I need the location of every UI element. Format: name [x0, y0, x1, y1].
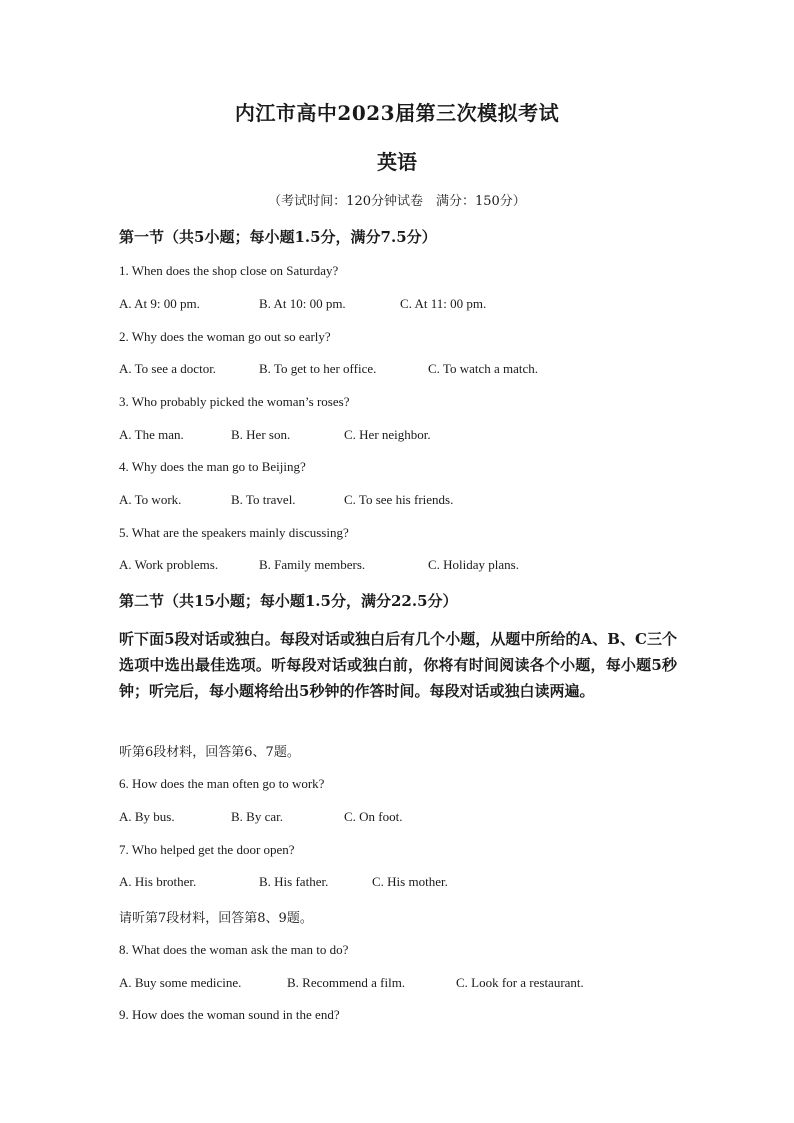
q1-option-a: A. At 9: 00 pm. [119, 296, 200, 311]
q7-option-b: B. His father. [259, 874, 329, 889]
question-3: 3. Who probably picked the woman’s roses? [119, 394, 350, 409]
exam-info: （考试时间：120分钟试卷 满分：150分） [268, 194, 526, 209]
question-5: 5. What are the speakers mainly discussing? [119, 525, 349, 540]
q5-option-a: A. Work problems. [119, 557, 219, 572]
q6-option-a: A. By bus. [119, 809, 175, 824]
q7-option-c: C. His mother. [372, 874, 448, 889]
question-6: 6. How does the man often go to work? [119, 776, 325, 791]
question-4: 4. Why does the man go to Beijing? [119, 459, 306, 474]
question-2: 2. Why does the woman go out so early? [119, 329, 331, 344]
q6-option-b: B. By car. [231, 809, 283, 824]
q8-option-a: A. Buy some medicine. [119, 975, 242, 990]
q5-option-b: B. Family members. [259, 557, 366, 572]
question-1: 1. When does the shop close on Saturday? [119, 263, 339, 278]
q8-option-b: B. Recommend a film. [287, 975, 406, 990]
q2-option-a: A. To see a doctor. [119, 361, 217, 376]
q2-option-c: C. To watch a match. [428, 361, 539, 376]
q3-option-c: C. Her neighbor. [344, 427, 431, 442]
q2-option-b: B. To get to her office. [259, 361, 377, 376]
material-7-prompt: 请听第7段材料，回答第8、9题。 [119, 911, 313, 926]
q8-option-c: C. Look for a restaurant. [456, 975, 584, 990]
question-9: 9. How does the woman sound in the end? [119, 1007, 340, 1022]
q4-option-a: A. To work. [119, 492, 182, 507]
q4-option-b: B. To travel. [231, 492, 296, 507]
section2-heading: 第二节（共15小题；每小题1.5分，满分22.5分） [119, 592, 458, 610]
exam-subject: 英语 [377, 150, 417, 174]
q5-option-c: C. Holiday plans. [428, 557, 519, 572]
section2-instructions: 听下面5段对话或独白。每段对话或独白后有几个小题，从题中所给的A、B、C三个选项中选出最佳选项。听每段对话或独白前，你将有时间阅读各个小题，每小题5秒钟；听完后，每小题将给出5秒钟的作答时间。每段对话或独白读两遍。 [119, 630, 677, 700]
q3-option-a: A. The man. [119, 427, 184, 442]
question-7: 7. Who helped get the door open? [119, 842, 295, 857]
q6-option-c: C. On foot. [344, 809, 403, 824]
q7-option-a: A. His brother. [119, 874, 197, 889]
q1-option-b: B. At 10: 00 pm. [259, 296, 346, 311]
q3-option-b: B. Her son. [231, 427, 291, 442]
material-6-prompt: 听第6段材料，回答第6、7题。 [119, 745, 300, 760]
question-8: 8. What does the woman ask the man to do? [119, 942, 349, 957]
q4-option-c: C. To see his friends. [344, 492, 454, 507]
q1-option-c: C. At 11: 00 pm. [400, 296, 487, 311]
exam-title: 内江市高中2023届第三次模拟考试 [234, 101, 560, 125]
section1-heading: 第一节（共5小题；每小题1.5分，满分7.5分） [119, 228, 437, 246]
